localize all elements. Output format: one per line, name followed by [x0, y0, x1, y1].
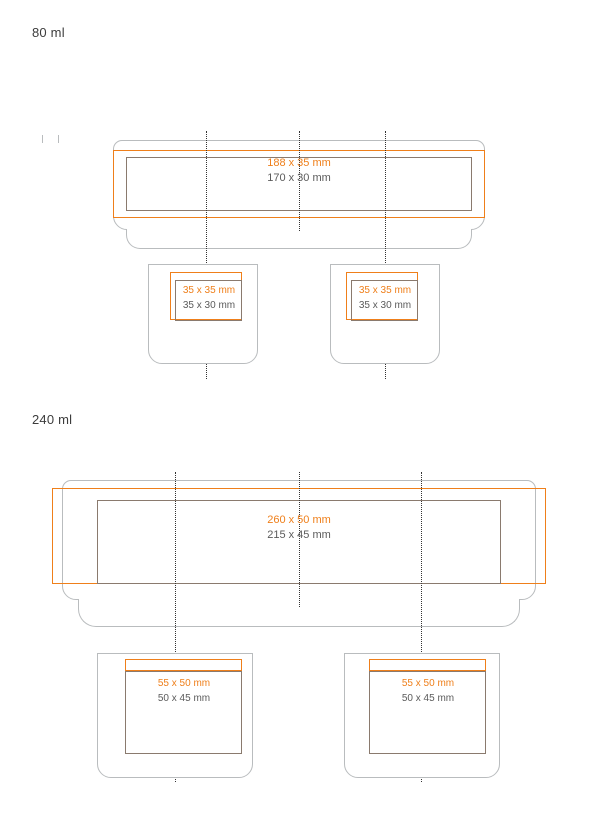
max-area-value-240ml-front: 260 x 50 mm — [267, 514, 331, 526]
dimension-label-240ml-side-right — [391, 676, 465, 706]
max-area-value-80ml-front: 188 x 35 mm — [267, 157, 331, 169]
product-base-80ml-front — [126, 229, 472, 249]
dimension-label-80ml-side-left — [172, 283, 246, 313]
recommended-area-value-240ml-side-right: 50 x 45 mm — [401, 693, 455, 704]
recommended-area-value-80ml-front: 170 x 30 mm — [267, 172, 331, 184]
dimension-label-240ml-side-left — [147, 676, 221, 706]
section-title-80ml: 80 ml — [32, 25, 65, 40]
max-area-value-80ml-side-right: 35 x 35 mm — [358, 285, 412, 296]
dimension-label-240ml-front — [229, 513, 369, 543]
recommended-area-value-240ml-side-left: 50 x 45 mm — [157, 693, 211, 704]
dimension-label-80ml-front — [229, 156, 369, 186]
max-area-value-80ml-side-left: 35 x 35 mm — [182, 285, 236, 296]
section-title-240ml: 240 ml — [32, 412, 73, 427]
registration-tick-right — [58, 135, 59, 143]
recommended-area-value-80ml-side-right: 35 x 30 mm — [358, 300, 412, 311]
dimension-label-80ml-side-right — [348, 283, 422, 313]
recommended-area-value-80ml-side-left: 35 x 30 mm — [182, 300, 236, 311]
max-area-value-240ml-side-right: 55 x 50 mm — [401, 678, 455, 689]
recommended-area-value-240ml-front: 215 x 45 mm — [267, 529, 331, 541]
print-area-max-240ml-side-left — [125, 659, 242, 671]
print-area-max-240ml-side-right — [369, 659, 486, 671]
max-area-value-240ml-side-left: 55 x 50 mm — [157, 678, 211, 689]
registration-tick-left — [42, 135, 43, 143]
